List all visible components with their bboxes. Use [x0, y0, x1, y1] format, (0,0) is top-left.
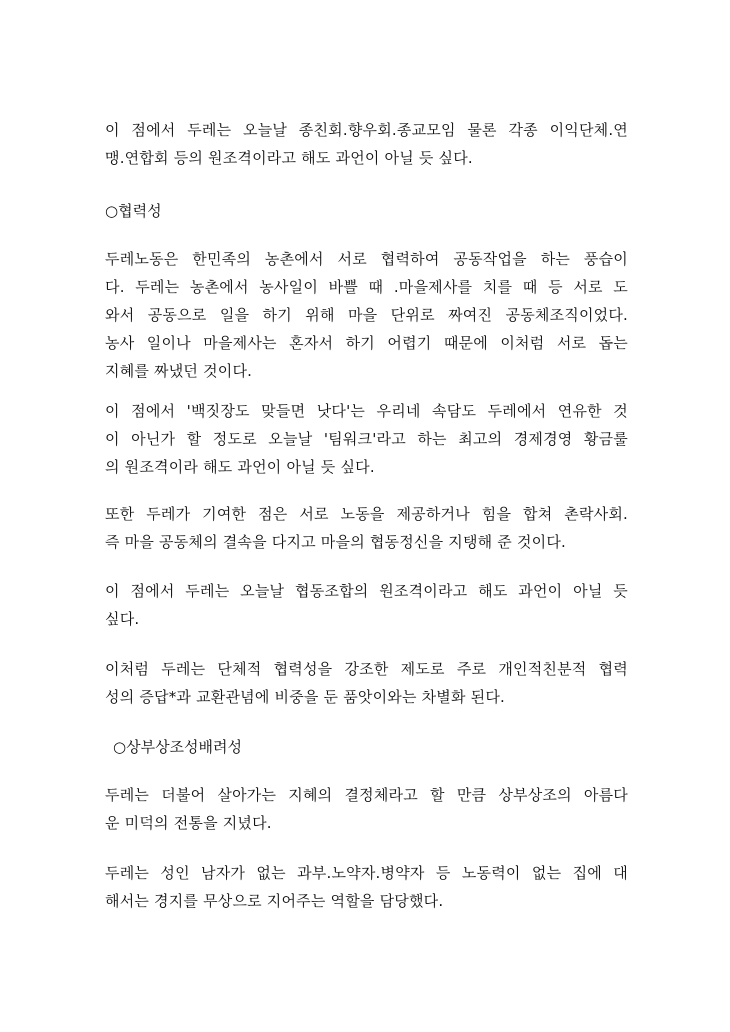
text-line: 다. 두레는 농촌에서 농사일이 바쁠 때 .마을제사를 치를 때 등 서로 도 — [105, 278, 628, 296]
section-heading-cooperation: ○협력성 — [105, 202, 162, 220]
section-heading-mutual-aid: ○상부상조성배려성 — [113, 738, 243, 756]
text-line: 두레는 성인 남자가 없는 과부.노약자.병약자 등 노동력이 없는 집에 대 — [105, 864, 628, 882]
text-line: 의 원조격이라 해도 과언이 아닐 듯 싶다. — [105, 458, 375, 476]
text-line: 이 점에서 '백짓장도 맞들면 낫다'는 우리네 속담도 두레에서 연유한 것 — [105, 402, 628, 420]
paragraph-1 — [105, 116, 628, 172]
text-line: 운 미덕의 전통을 지녔다. — [105, 814, 272, 832]
text-line: 두레는 더불어 살아가는 지혜의 결정체라고 할 만큼 상부상조의 아름다 — [105, 786, 628, 804]
text-line: 두레노동은 한민족의 농촌에서 서로 협력하여 공동작업을 하는 풍습이 — [105, 250, 628, 268]
text-line: 지혜를 짜냈던 것이다. — [105, 362, 253, 380]
text-line: 이처럼 두레는 단체적 협력성을 강조한 제도로 주로 개인적친분적 협력 — [105, 660, 628, 678]
paragraph-8 — [105, 859, 628, 915]
text-line: 해서는 경지를 무상으로 지어주는 역할을 담당했다. — [105, 892, 444, 910]
document-page — [105, 0, 628, 1032]
text-line: 와서 공동으로 일을 하기 위해 마을 단위로 짜여진 공동체조직이었다. — [105, 306, 628, 324]
paragraph-6 — [105, 655, 628, 711]
text-line: 이 점에서 두레는 오늘날 종친회.향우회.종교모임 물론 각종 이익단체.연 — [105, 121, 628, 139]
paragraph-3 — [105, 397, 628, 481]
text-line: 이 점에서 두레는 오늘날 협동조합의 원조격이라고 해도 과언이 아닐 듯 — [105, 582, 628, 600]
paragraph-2 — [105, 245, 628, 385]
text-line: 싶다. — [105, 610, 140, 628]
text-line: 성의 증답*과 교환관념에 비중을 둔 품앗이와는 차별화 된다. — [105, 688, 506, 706]
text-line: 즉 마을 공동체의 결속을 다지고 마을의 협동정신을 지탱해 준 것이다. — [105, 533, 567, 551]
paragraph-5 — [105, 577, 628, 633]
text-line: 맹.연합회 등의 원조격이라고 해도 과언이 아닐 듯 싶다. — [105, 149, 473, 167]
text-line: 농사 일이나 마을제사는 혼자서 하기 어렵기 때문에 이처럼 서로 돕는 — [105, 334, 628, 352]
text-line: 이 아닌가 할 정도로 오늘날 '팀워크'라고 하는 최고의 경제경영 황금룰 — [105, 430, 628, 448]
paragraph-4 — [105, 500, 628, 556]
paragraph-7 — [105, 781, 628, 837]
text-line: 또한 두레가 기여한 점은 서로 노동을 제공하거나 힘을 합쳐 촌락사회. — [105, 505, 628, 523]
